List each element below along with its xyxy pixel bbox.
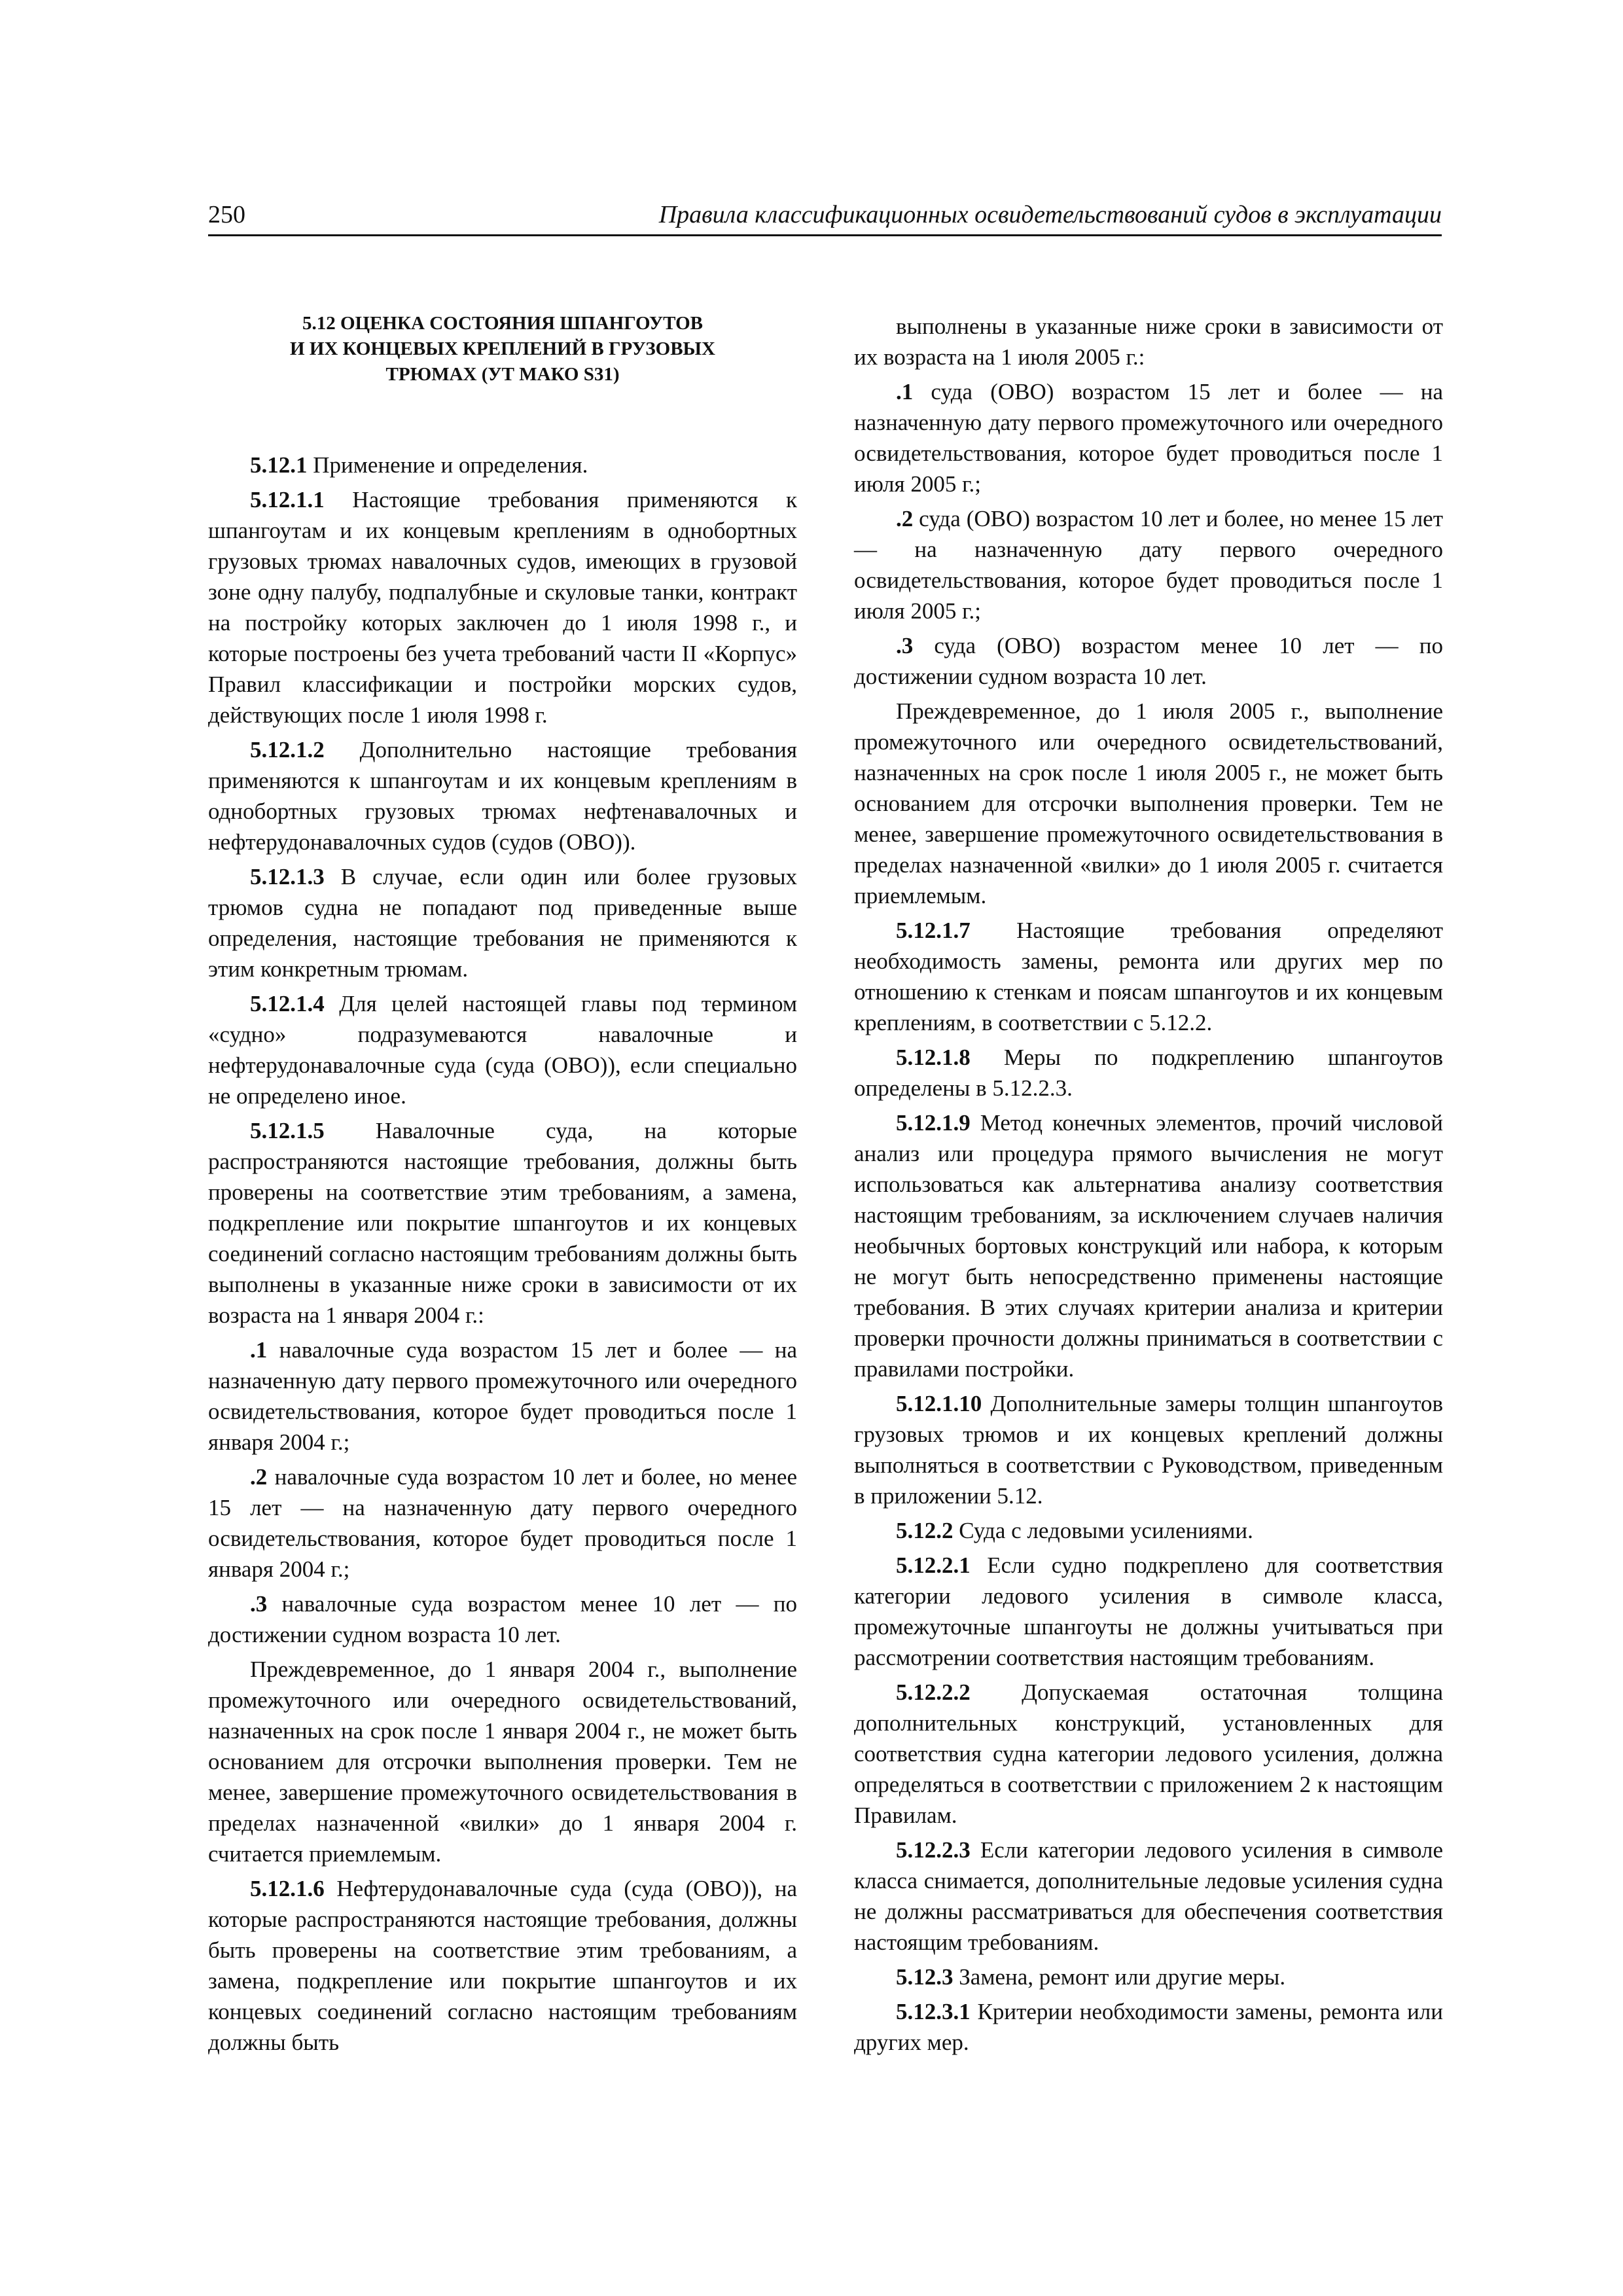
paragraph-text: выполнены в указанные ниже сроки в зависимости от их возраста на 1 июля 2005 г.: (854, 314, 1443, 370)
paragraph-text: Применение и определения. (307, 452, 588, 478)
paragraph (208, 1462, 797, 1585)
paragraph-text: Дополнительно настоящие требования применяются к шпангоутам и их концевым креплениям в однобортных грузовых трюмах нефтенавалочных и нефтерудонавалочных судов (судов (ОВО)). (208, 737, 797, 855)
paragraph-text: навалочные суда возрастом 10 лет и более, но менее 15 лет — на назначенную дату первого очередного освидетельствования, которое будет проводиться после 1 января 2004 г.; (208, 1464, 797, 1582)
paragraph (854, 1515, 1443, 1546)
clause-number: 5.12.1.3 (250, 864, 325, 889)
clause-number: 5.12.3.1 (896, 1999, 971, 2024)
paragraph-text: Настоящие требования определяют необходимость замены, ремонта или других мер по отношению к стенкам и поясам шпангоутов и их концевым креплениям, в соответствии с 5.12.2. (854, 918, 1443, 1035)
page-header (208, 200, 1442, 236)
right-column (854, 311, 1443, 2062)
paragraph-text: Дополнительные замеры толщин шпангоутов грузовых трюмов и их концевых креплений должны выполняться в соответствии с Руководством, приведенным в приложении 5.12. (854, 1391, 1443, 1509)
clause-number: .3 (896, 633, 914, 658)
paragraph-text: Для целей настоящей главы под термином «судно» подразумеваются навалочные и нефтерудонавалочные суда (суда (ОВО)), если специально не определено иное. (208, 991, 797, 1109)
paragraph (208, 1588, 797, 1650)
paragraph-text: Если судно подкреплено для соответствия категории ледового усиления в символе класса, промежуточные шпангоуты не должны учитываться при рассмотрении соответствия настоящим требованиям. (854, 1552, 1443, 1670)
section-title-line: 5.12 ОЦЕНКА СОСТОЯНИЯ ШПАНГОУТОВ (302, 313, 704, 334)
paragraph (854, 376, 1443, 499)
clause-number: 5.12.2 (896, 1518, 954, 1543)
left-paragraphs (208, 450, 797, 2058)
clause-number: 5.12.1.8 (896, 1045, 971, 1070)
clause-number: 5.12.2.1 (896, 1552, 971, 1578)
clause-number: 5.12.1.5 (250, 1118, 325, 1143)
paragraph (854, 1996, 1443, 2058)
clause-number: 5.12.2.2 (896, 1679, 971, 1705)
paragraph (208, 734, 797, 857)
section-title-line: ТРЮМАХ (УТ МАКО S31) (385, 364, 620, 385)
paragraph-text: Замена, ремонт или другие меры. (953, 1964, 1286, 1990)
paragraph-text: Допускаемая остаточная толщина дополнительных конструкций, установленных для соответствия судна категории ледового усиления, должна определяться в соответствии с приложением 2 к настоящим Правилам. (854, 1679, 1443, 1828)
clause-number: 5.12.1.7 (896, 918, 971, 943)
left-column (208, 311, 797, 2062)
running-title: Правила классификационных освидетельствований судов в эксплуатации (658, 201, 1442, 228)
clause-number: .1 (250, 1337, 268, 1363)
paragraph (854, 1835, 1443, 1958)
paragraph-text: Критерии необходимости замены, ремонта или других мер. (854, 1999, 1443, 2055)
paragraph-text: суда (ОВО) возрастом менее 10 лет — по достижении судном возраста 10 лет. (854, 633, 1443, 689)
clause-number: 5.12.1.1 (250, 487, 325, 512)
clause-number: 5.12.3 (896, 1964, 954, 1990)
paragraph-text: Суда с ледовыми усилениями. (953, 1518, 1253, 1543)
paragraph-text: В случае, если один или более грузовых трюмов судна не попадают под приведенные выше определения, настоящие требования не применяются к этим конкретным трюмам. (208, 864, 797, 982)
paragraph-text: суда (ОВО) возрастом 15 лет и более — на назначенную дату первого промежуточного или очередного освидетельствования, которое будет проводиться после 1 июля 2005 г.; (854, 379, 1443, 497)
paragraph (208, 861, 797, 984)
clause-number: .2 (896, 506, 914, 531)
paragraph (208, 1873, 797, 2058)
paragraph-text: Преждевременное, до 1 января 2004 г., выполнение промежуточного или очередного освидетельствований, назначенных на срок после 1 января 2004 г., не может быть основанием для отсрочки выполнения проверки. Тем не менее, завершение промежуточного освидетельствования в пределах назначенной «вилки» до 1 января 2004 г. считается приемлемым. (208, 1657, 797, 1867)
paragraph (854, 1550, 1443, 1673)
paragraph-text: Нефтерудонавалочные суда (суда (ОВО)), на которые распространяются настоящие требования, должны быть проверены на соответствие этим требованиям, а замена, подкрепление или покрытие шпангоутов и их концевых соединений согласно настоящим требованиям должны быть (208, 1876, 797, 2055)
paragraph (854, 311, 1443, 372)
clause-number: 5.12.1.10 (896, 1391, 982, 1416)
paragraph (208, 1335, 797, 1458)
paragraph (854, 915, 1443, 1038)
clause-number: 5.12.1.6 (250, 1876, 325, 1901)
clause-number: 5.12.1.4 (250, 991, 325, 1016)
clause-number: 5.12.1.2 (250, 737, 325, 762)
clause-number: .1 (896, 379, 914, 404)
paragraph-text: навалочные суда возрастом 15 лет и более — на назначенную дату первого промежуточного или очередного освидетельствования, которое будет проводиться после 1 января 2004 г.; (208, 1337, 797, 1455)
paragraph-text: Если категории ледового усиления в символе класса снимается, дополнительные ледовые усиления судна не должны рассматриваться для обеспечения соответствия настоящим требованиям. (854, 1837, 1443, 1955)
paragraph (854, 1962, 1443, 1992)
paragraph-text: Настоящие требования применяются к шпангоутам и их концевым креплениям в однобортных грузовых трюмах навалочных судов, имеющих в грузовой зоне одну палубу, подпалубные и скуловые танки, контракт на постройку которых заключен до 1 июля 1998 г., и которые построены без учета требований части II «Корпус» Правил классификации и постройки морских судов, действующих после 1 июля 1998 г. (208, 487, 797, 728)
clause-number: .2 (250, 1464, 268, 1490)
paragraph (854, 630, 1443, 692)
clause-number: .3 (250, 1591, 268, 1617)
paragraph (208, 988, 797, 1111)
paragraph (854, 696, 1443, 911)
paragraph (854, 1107, 1443, 1384)
section-title-line: И ИХ КОНЦЕВЫХ КРЕПЛЕНИЙ В ГРУЗОВЫХ (290, 338, 715, 359)
paragraph-text: Меры по подкреплению шпангоутов определены в 5.12.2.3. (854, 1045, 1443, 1101)
paragraph-text: суда (ОВО) возрастом 10 лет и более, но менее 15 лет — на назначенную дату первого очередного освидетельствования, которое будет проводиться после 1 июля 2005 г.; (854, 506, 1443, 624)
paragraph (854, 503, 1443, 626)
paragraph-text: Метод конечных элементов, прочий числовой анализ или процедура прямого вычисления не могут использоваться как альтернатива анализу соответствия настоящим требованиям, за исключением случаев наличия необычных бортовых конструкций или набора, к которым не могут быть непосредственно применены настоящие требования. В этих случаях критерии анализа и критерии проверки прочности должны приниматься в соответствии с правилами постройки. (854, 1110, 1443, 1382)
paragraph (854, 1042, 1443, 1103)
clause-number: 5.12.1.9 (896, 1110, 971, 1136)
paragraph (208, 484, 797, 730)
paragraph-text: Преждевременное, до 1 июля 2005 г., выполнение промежуточного или очередного освидетельствований, назначенных на срок после 1 июля 2005 г., не может быть основанием для отсрочки выполнения проверки. Тем не менее, завершение промежуточного освидетельствования в пределах назначенной «вилки» до 1 июля 2005 г. считается приемлемым. (854, 698, 1443, 908)
paragraph (854, 1388, 1443, 1511)
page-number: 250 (208, 201, 245, 228)
right-paragraphs (854, 311, 1443, 2058)
section-title (208, 311, 797, 387)
clause-number: 5.12.1 (250, 452, 308, 478)
paragraph (854, 1677, 1443, 1831)
clause-number: 5.12.2.3 (896, 1837, 971, 1863)
paragraph-text: навалочные суда возрастом менее 10 лет — по достижении судном возраста 10 лет. (208, 1591, 797, 1647)
paragraph (208, 450, 797, 480)
paragraph-text: Навалочные суда, на которые распространяются настоящие требования, должны быть проверены на соответствие этим требованиям, а замена, подкрепление или покрытие шпангоутов и их концевых соединений согласно настоящим требованиям должны быть выполнены в указанные ниже сроки в зависимости от их возраста на 1 января 2004 г.: (208, 1118, 797, 1328)
paragraph (208, 1115, 797, 1331)
paragraph (208, 1654, 797, 1869)
